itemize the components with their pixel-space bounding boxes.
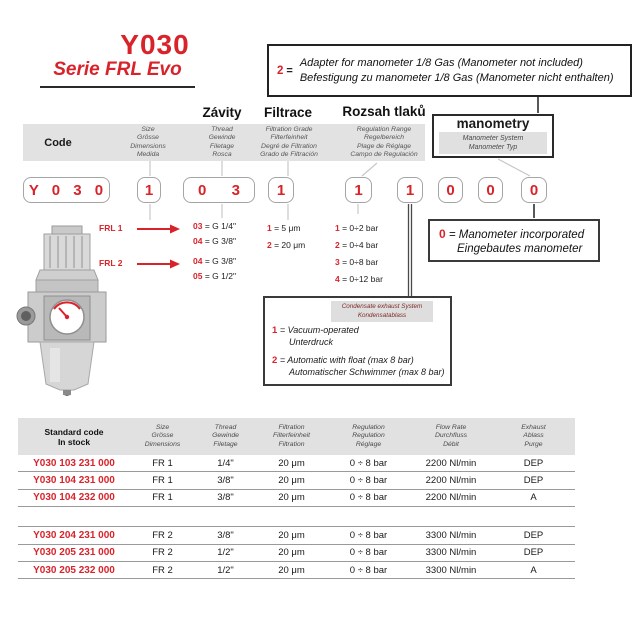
code-box-thread: 0 3: [183, 177, 255, 203]
page-subtitle: Serie FRL Evo: [40, 59, 195, 88]
code-box-series: Y 0 3 0: [23, 177, 110, 203]
code-box-option1: 0: [438, 177, 463, 203]
subheader-size: Size Grösse Dimensions Medida: [130, 126, 166, 158]
header-regulation: Regulation Regulation Réglage: [352, 423, 385, 448]
frl1-label: FRL 1: [99, 223, 123, 233]
code-box-manometer: 0: [521, 177, 547, 203]
adapter-note-text: [300, 56, 614, 86]
table-row: Y030 104 232 000 FR 1 3/8" 20 μm 0 ÷ 8 bar 2200 Nl/min A: [18, 490, 575, 507]
header-exhaust: Exhaust Ablass Purge: [521, 423, 546, 448]
table-row: Y030 205 231 000 FR 2 1/2" 20 μm 0 ÷ 8 bar 3300 Nl/min DEP: [18, 545, 575, 562]
header-size: Size Grösse Dimensions: [144, 423, 181, 448]
thread-option: 05 = G 1/2": [193, 271, 236, 281]
column-title-thread: Závity: [202, 105, 242, 120]
header-filtration: Filtration Filterfeinheit Filtration: [272, 423, 311, 448]
adapter-note-box: [267, 44, 632, 97]
condensate-box: [263, 296, 452, 386]
manometer-note-code: 0: [439, 227, 446, 241]
frl1-arrow-icon: [137, 224, 181, 234]
condensate-option-line2: Unterdruck: [289, 337, 334, 347]
stock-table-header: [18, 418, 575, 455]
code-box-filtration: 1: [268, 177, 294, 203]
table-row: Y030 104 231 000 FR 1 3/8" 20 μm 0 ÷ 8 bar 2200 Nl/min DEP: [18, 472, 575, 489]
frl2-arrow-icon: [137, 259, 181, 269]
code-label: Code: [44, 136, 72, 149]
code-box-regulation: 1: [345, 177, 372, 203]
code-box-size: 1: [137, 177, 161, 203]
subheader-thread: Thread Gewinde Filetage Rosca: [208, 126, 236, 158]
condensate-option: 2 = Automatic with float (max 8 bar): [272, 355, 414, 366]
filtration-option: 1 = 5 μm: [267, 223, 301, 233]
product-image: [16, 224, 118, 396]
adapter-note-line2: Befestigung zu manometer 1/8 Gas (Manometer nicht enthalten): [299, 71, 614, 84]
condensate-option: 1 = Vacuum-operated: [272, 325, 359, 336]
table-row: Y030 103 231 000 FR 1 1/4" 20 μm 0 ÷ 8 bar 2200 Nl/min DEP: [18, 455, 575, 472]
header-flow-rate: Flow Rate Durchfluss Débit: [434, 423, 468, 448]
table-group-fr2: [18, 526, 575, 579]
subheader-regulation: Regulation Range Regelbereich Plage de Réglage Campo de Regulación: [350, 126, 418, 158]
frl2-label: FRL 2: [99, 258, 123, 268]
filtration-option: 2 = 20 μm: [267, 240, 306, 250]
header-thread: Thread Gewinde Filetage: [212, 423, 239, 448]
regulation-option: 1 = 0÷2 bar: [335, 223, 379, 233]
adapter-note-line1: Adapter for manometer 1/8 Gas (Manometer not included): [299, 56, 583, 69]
header-standard-code: Standard code In stock: [44, 426, 104, 447]
column-title-regulation: Rozsah tlaků: [342, 104, 426, 119]
page-title: Y030: [120, 29, 190, 60]
condensate-option-line2: Automatischer Schwimmer (max 8 bar): [289, 367, 445, 377]
thread-option: 04 = G 3/8": [193, 256, 236, 266]
thread-option: 04 = G 3/8": [193, 236, 236, 246]
code-box-condensate: 1: [397, 177, 423, 203]
code-box-option2: 0: [478, 177, 503, 203]
manometer-note-line2: Eingebautes manometer: [457, 243, 583, 255]
table-row: Y030 204 231 000 FR 2 3/8" 20 μm 0 ÷ 8 bar 3300 Nl/min DEP: [18, 527, 575, 544]
thread-option: 03 = G 1/4": [193, 221, 236, 231]
regulation-option: 4 = 0÷12 bar: [335, 274, 383, 284]
manometer-note-line1: = Manometer incorporated: [448, 229, 585, 241]
subheader-filtration: Filtration Grade Filterfeinheit Degré de Filtration Grado de Filtración: [260, 126, 318, 158]
table-row: Y030 205 232 000 FR 2 1/2" 20 μm 0 ÷ 8 bar 3300 Nl/min A: [18, 562, 575, 579]
subheader-manometry: Manometer System Manometer Typ: [439, 132, 547, 154]
table-group-fr1: [18, 455, 575, 507]
table-group-spacer: [18, 507, 575, 526]
regulation-option: 2 = 0÷4 bar: [335, 240, 379, 250]
column-title-filtration: Filtrace: [263, 105, 313, 120]
regulation-option: 3 = 0÷8 bar: [335, 257, 379, 267]
adapter-note-code: 2: [277, 64, 284, 77]
manometry-header-box: [432, 114, 554, 158]
condensate-header: Condensate exhaust System Kondensatablass: [331, 301, 433, 322]
adapter-note-eq: =: [286, 64, 293, 77]
stock-table: [18, 418, 575, 579]
manometer-note-box: [428, 219, 600, 262]
column-title-manometry: manometry: [456, 116, 530, 131]
